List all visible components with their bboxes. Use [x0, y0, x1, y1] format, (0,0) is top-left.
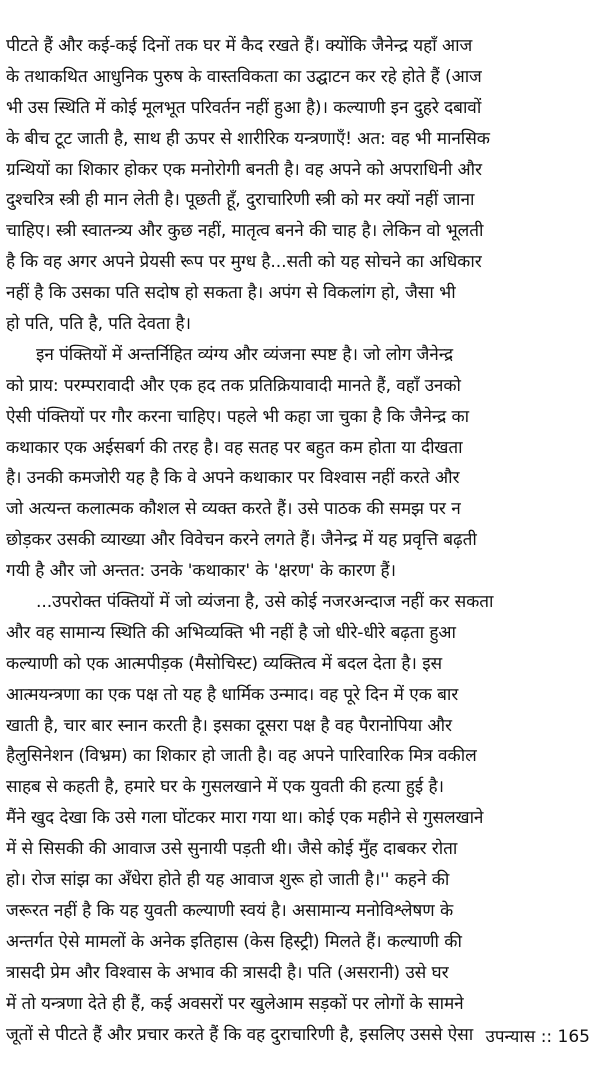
text-line: भी उस स्थिति में कोई मूलभूत परिवर्तन नहीं हुआ है)। कल्याणी इन दुहरे दबावों — [6, 97, 482, 118]
body-text — [6, 31, 594, 1050]
text-line: गयी है और जो अन्तत: उनके 'कथाकार' के 'क्षरण' के कारण हैं। — [6, 561, 396, 582]
text-line: के बीच टूट जाती है, साथ ही ऊपर से शारीरिक यन्त्रणाएँ! अत: वह भी मानसिक — [6, 128, 490, 149]
text-line: ऐसी पंक्तियों पर गौर करना चाहिए। पहले भी कहा जा चुका है कि जैनेन्द्र का — [6, 406, 470, 427]
text-line: कल्याणी को एक आत्मपीड़क (मैसोचिस्ट) व्यक्तित्व में बदल देता है। इस — [6, 653, 443, 674]
paragraph-start-line: इन पंक्तियों में अन्तर्निहित व्यंग्य और व्यंजना स्पष्ट है। जो लोग जैनेन्द्र — [36, 344, 453, 365]
text-line: मैंने खुद देखा कि उसे गला घोंटकर मारा गया था। कोई एक महीने से गुसलखाने — [6, 808, 484, 829]
text-line: जूतों से पीटते हैं और प्रचार करते हैं कि वह दुराचारिणी है, इसलिए उससे ऐसा — [6, 1024, 474, 1045]
text-line: है। उनकी कमजोरी यह है कि वे अपने कथाकार पर विश्वास नहीं करते और — [6, 468, 460, 489]
text-line: और वह सामान्य स्थिति की अभिव्यक्ति भी नहीं है जो धीरे-धीरे बढ़ता हुआ — [6, 622, 456, 643]
paragraph-start-line: ...उपरोक्त पंक्तियों में जो व्यंजना है, उसे कोई नजरअन्दाज नहीं कर सकता — [36, 592, 494, 613]
text-line: में तो यन्त्रणा देते ही हैं, कई अवसरों पर खुलेआम सड़कों पर लोगों के सामने — [6, 993, 464, 1014]
text-line: अन्तर्गत ऐसे मामलों के अनेक इतिहास (केस हिस्ट्री) मिलते हैं। कल्याणी की — [6, 931, 462, 952]
text-line: खाती है, चार बार स्नान करती है। इसका दूसरा पक्ष है वह पैरानोपिया और — [6, 715, 452, 736]
text-line: को प्राय: परम्परावादी और एक हद तक प्रतिक्रियावादी मानते हैं, वहाँ उनको — [6, 375, 461, 396]
text-line: चाहिए। स्त्री स्वातन्त्र्य और कुछ नहीं, मातृत्व बनने की चाह है। लेकिन वो भूलती — [6, 221, 484, 242]
text-line: छोड़कर उसकी व्याख्या और विवेचन करने लगते हैं। जैनेन्द्र में यह प्रवृत्ति बढ़ती — [6, 530, 477, 551]
text-line: कथाकार एक अईसबर्ग की तरह है। वह सतह पर बहुत कम होता या दीखता — [6, 437, 463, 458]
text-line: में से सिसकी की आवाज उसे सुनायी पड़ती थी। जैसे कोई मुँह दाबकर रोता — [6, 839, 458, 860]
text-line: नहीं है कि उसका पति सदोष हो सकता है। अपंग से विकलांग हो, जैसा भी — [6, 283, 456, 304]
text-line: जरूरत नहीं है कि यह युवती कल्याणी स्वयं है। असामान्य मनोविश्लेषण के — [6, 900, 454, 921]
text-line: जो अत्यन्त कलात्मक कौशल से व्यक्त करते हैं। उसे पाठक की समझ पर न — [6, 499, 461, 520]
text-line: के तथाकथित आधुनिक पुरुष के वास्तविकता का उद्घाटन कर रहे होते हैं (आज — [6, 66, 482, 87]
text-line: दुश्चरित्र स्त्री ही मान लेती है। पूछती हूँ, दुराचारिणी स्त्री को मर क्यों नहीं जाना — [6, 190, 475, 211]
text-line: त्रासदी प्रेम और विश्वास के अभाव की त्रासदी है। पति (असरानी) उसे घर — [6, 962, 449, 983]
text-line: हैलुसिनेशन (विभ्रम) का शिकार हो जाती है। वह अपने पारिवारिक मित्र वकील — [6, 746, 477, 767]
text-line: पीटते हैं और कई-कई दिनों तक घर में कैद रखते हैं। क्योंकि जैनेन्द्र यहाँ आज — [6, 36, 473, 56]
text-line: है कि वह अगर अपने प्रेयसी रूप पर मुग्ध है...सती को यह सोचने का अधिकार — [6, 252, 482, 273]
text-line: साहब से कहती है, हमारे घर के गुसलखाने में एक युवती की हत्या हुई है। — [6, 777, 444, 798]
text-line: हो। रोज सांझ का अँधेरा होते ही यह आवाज शुरू हो जाती है।'' कहने की — [6, 870, 450, 891]
text-line: हो पति, पति है, पति देवता है। — [6, 314, 191, 335]
text-line: आत्मयन्त्रणा का एक पक्ष तो यह है धार्मिक उन्माद। वह पूरे दिन में एक बार — [6, 684, 459, 705]
text-line: ग्रन्थियों का शिकार होकर एक मनोरोगी बनती है। वह अपने को अपराधिनी और — [6, 159, 482, 180]
page-footer: उपन्यास :: 165 — [485, 1027, 590, 1047]
